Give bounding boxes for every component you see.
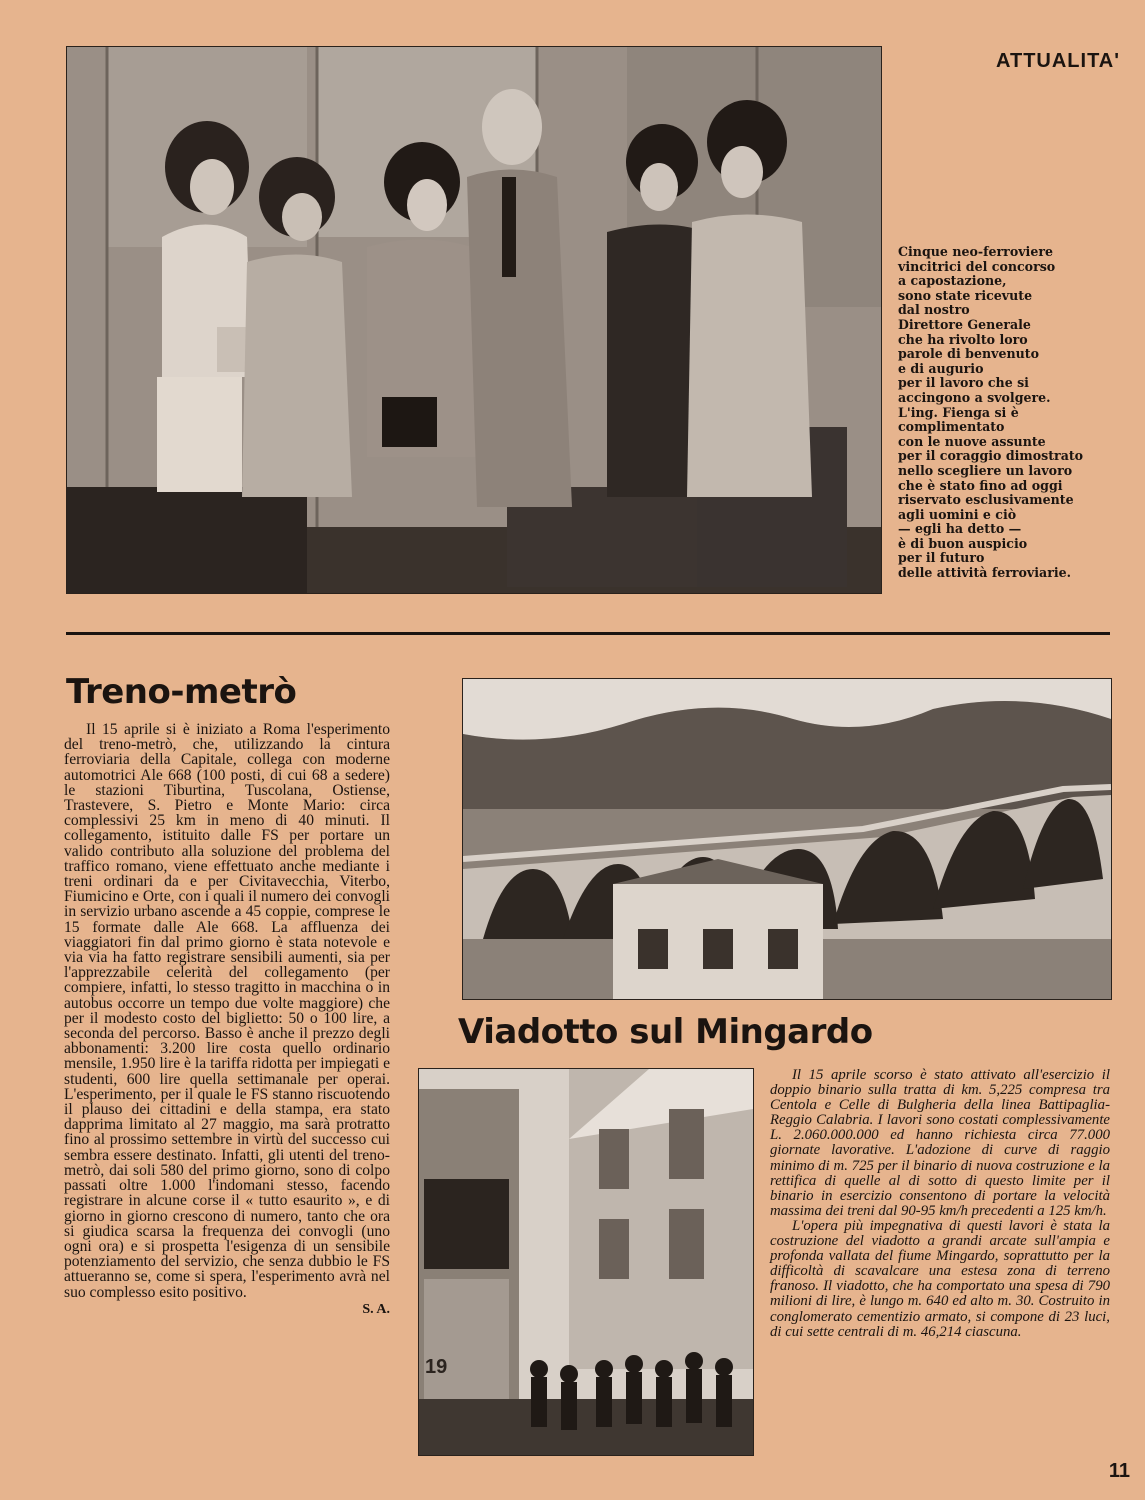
viaduct-photo-image [463,679,1111,999]
viadotto-headline: Viadotto sul Mingardo [458,1012,873,1052]
treno-metro-body: Il 15 aprile si è iniziato a Roma l'esperimento del treno-metrò, che, utilizzando la cintura ferroviaria della Capitale, collega con moderne automotrici Ale 668 (100 posti, di cui 68 a sedere) le stazioni Tiburtina, Tuscolana, Ostiense, Trastevere, S. Pietro e Monte Mario: circa complessivi 25 km in meno di 40 minuti. Il collegamento, istituito dalle FS per portare un valido contributo alla soluzione del problema del traffico romano, viene effettuato anche mediante i treni ordinari da e per Civitavecchia, Viterbo, Fiumicino e Orte, con i quali il numero dei convogli in servizio urbano ascende a 45 coppie, comprese le 15 formate dalle Ale 668. La affluenza dei viaggiatori fin dal primo giorno è stata notevole e via via ha fatto registrare sensibili aumenti, sia per l'apprezzabile celerità del collegamento (per compiere, infatti, lo stesso tragitto in macchina o in autobus occorre un tempo due volte maggiore) che per il modesto costo del biglietto: 50 o 100 lire, a seconda del percorso. Basso è anche il prezzo degli abbonamenti: 3.200 lire costa quello ordinario mensile, 1.950 lire è la tariffa ridotta per impiegati e studenti, 600 lire quella settimanale per operai. L'esperimento, per il quale le FS stanno riscuotendo il plauso dei cittadini e della stampa, era stato dapprima limitato al 27 maggio, ma sarà protratto fino al prossimo settembre in virtù del successo cui sembra essere destinato. Infatti, gli utenti del treno-metrò, dai soli 580 del primo giorno, sono di colpo passati oltre 1.000 l'indomani stesso, facendo registrare in alcune corse il « tutto esaurito », e di giorno in giorno crescono di numero, tanto che ora si giudica scarsa la frequenza dei convogli (uno ogni ora) e si prospetta l'esigenza di un sensibile potenziamento del servizio, che senza dubbio le FS attueranno se, come si spera, l'esperimento avrà nel suo complesso esito positivo. [64,721,390,1301]
caption-line: dal nostro [898,302,970,318]
caption-line: riservato esclusivamente [898,492,1074,508]
caption-line: parole di benvenuto [898,346,1039,362]
viadotto-paragraph: Il 15 aprile scorso è stato attivato all'esercizio il doppio binario sulla tratta di km. 5,225 compresa tra Centola e Celle di Bulgheria della linea Battipaglia-Reggio Calabria. I lavori sono costati complessivamente L. 2.060.000.000 ed hanno richiesta circa 77.000 giornate lavorative. L'adozione di curve di raggio minimo di m. 725 per il binario di nuova costruzione e la rettifica di quelle al di sotto di questo limite per il binario in esercizio consentono di portare la velocità massima dei treni dal 90-95 km/h precedenti a 125 km/h. [770,1067,1110,1219]
top-group-photo [66,46,882,594]
caption-line: a capostazione, [898,273,1007,289]
caption-line: delle attività ferroviarie. [898,565,1072,581]
section-label: ATTUALITA' [996,50,1120,72]
caption-line: complimentato [898,419,1005,435]
caption-line: vincitrici del concorso [898,258,1056,274]
caption-line: nello scegliere un lavoro [898,462,1073,478]
viadotto-body [770,1068,1110,1340]
caption-line: Direttore Generale [898,316,1031,332]
caption-line: Cinque neo-ferroviere [898,244,1053,259]
top-group-photo-image [67,47,881,593]
page-number: 11 [1108,1460,1130,1482]
caption-line: sono state ricevute [898,287,1033,303]
caption-line: che è stato fino ad oggi [898,477,1063,493]
station-train-photo [418,1068,754,1456]
caption-line: per il coraggio dimostrato [898,448,1084,464]
article-signature: S. A. [362,1302,390,1317]
caption-line: per il futuro [898,550,985,566]
caption-line: che ha rivolto loro [898,331,1028,347]
caption-line: e di augurio [898,360,984,376]
caption-line: — egli ha detto — [898,521,1022,537]
viaduct-photo [462,678,1112,1000]
caption-line: agli uomini e ciò [898,506,1017,522]
caption-line: L'ing. Fienga si è [898,404,1019,420]
photo-caption [898,245,1130,581]
section-divider [66,632,1110,635]
caption-line: con le nuove assunte [898,433,1046,449]
treno-metro-headline: Treno-metrò [66,672,297,712]
station-train-photo-image [419,1069,753,1455]
viadotto-paragraph: L'opera più impegnativa di questi lavori è stata la costruzione del viadotto a grandi arcate sull'ampia e profonda vallata del fiume Mingardo, soprattutto per la difficoltà di scavalcare una estesa zona di terreno franoso. Il viadotto, che ha comportato una spesa di 790 milioni di lire, è lungo m. 640 ed alto m. 30. Costruito in conglomerato cementizio armato, si compone di 23 luci, di cui sette centrali di m. 46,214 ciascuna. [770,1217,1110,1340]
caption-line: è di buon auspicio [898,535,1028,551]
caption-line: per il lavoro che si [898,375,1029,391]
train-number-label: 19 [425,1356,448,1378]
caption-line: accingono a svolgere. [898,389,1051,405]
